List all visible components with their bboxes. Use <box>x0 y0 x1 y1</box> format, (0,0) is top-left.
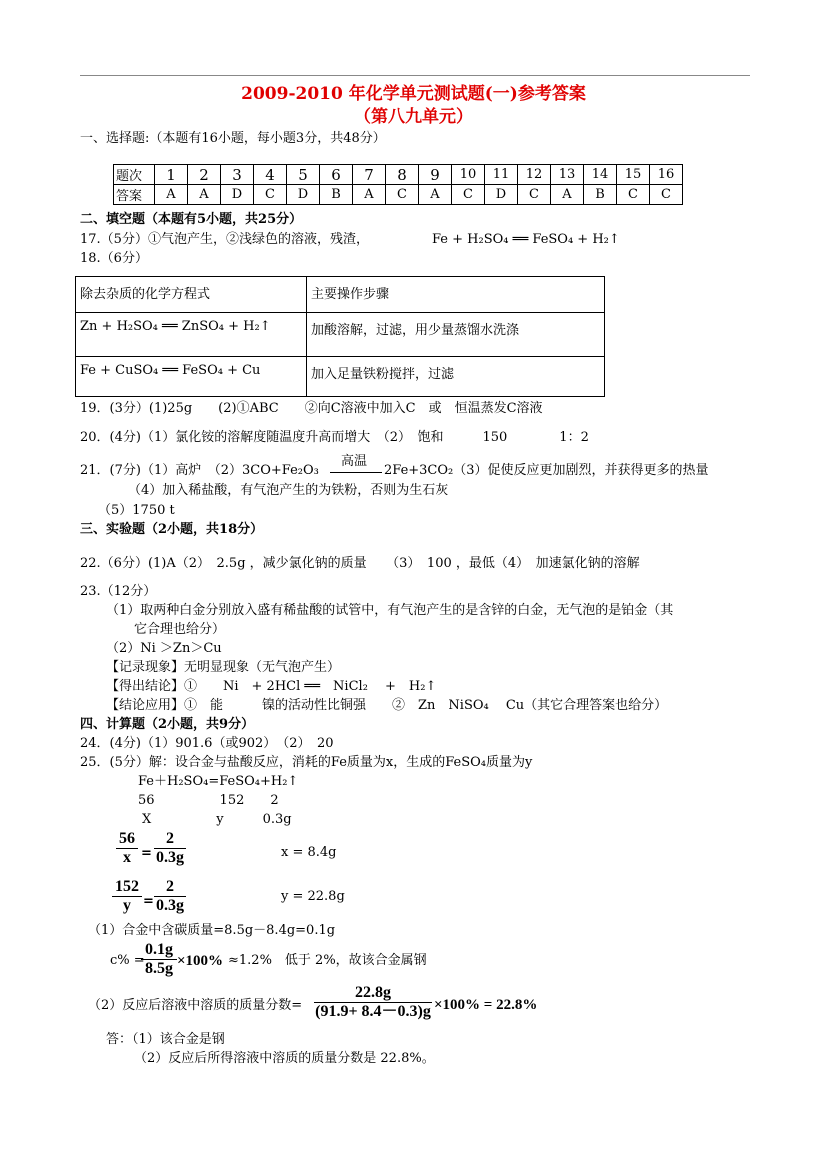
question-number-5: 5 <box>287 165 320 185</box>
frac1-equals: = <box>141 846 152 861</box>
question-number-6: 6 <box>320 165 353 185</box>
answer-2: A <box>188 185 221 205</box>
answer-12: C <box>518 185 551 205</box>
q19-text: 19．(3分）(1)25g (2)①ABC ②向C溶液中加入C 或 恒温蒸发C溶液 <box>80 401 543 416</box>
frac1-num: 56 <box>119 830 135 847</box>
frac1-rden: 0.3g <box>156 849 184 866</box>
question-number-10: 10 <box>452 165 485 185</box>
q18-row2-step: 加入足量铁粉搅拌，过滤 <box>307 357 605 397</box>
q18-header-step: 主要操作步骤 <box>307 277 605 313</box>
question-number-8: 8 <box>386 165 419 185</box>
table-row <box>76 357 605 397</box>
question-number-4: 4 <box>254 165 287 185</box>
q18-row1-eq: Zn + H₂SO₄ ══ ZnSO₄ + H₂↑ <box>76 313 307 357</box>
frac2-num: 152 <box>115 878 139 895</box>
question-number-12: 12 <box>518 165 551 185</box>
question-number-13: 13 <box>551 165 584 185</box>
answer-7: A <box>353 185 386 205</box>
frac2-left <box>112 878 142 915</box>
q23-part2: （2）Ni ＞Zn＞Cu <box>106 641 222 656</box>
q21-text-b: 2Fe+3CO₂（3）促使反应更加剧烈，并获得更多的热量 <box>384 463 709 478</box>
section1-heading: 一、选择题:（本题有16小题，每小题3分，共48分） <box>80 131 386 146</box>
row-label-answer: 答案 <box>114 185 155 205</box>
q21-text-d: （5）1750 t <box>98 503 175 518</box>
q25-equation: Fe＋H₂SO₄=FeSO₄+H₂↑ <box>138 774 299 789</box>
frac2-equals: = <box>143 894 154 909</box>
frac1-result: x = 8.4g <box>281 845 337 860</box>
q25-part1: （1）合金中含碳质量=8.5g－8.4g=0.1g <box>88 923 336 938</box>
answer-table <box>113 164 683 205</box>
answer-13: A <box>551 185 584 205</box>
question-number-2: 2 <box>188 165 221 185</box>
q17-text: 17.（5分）①气泡产生，②浅绿色的溶液，残渣， <box>80 232 369 247</box>
top-rule <box>80 75 750 76</box>
q21-reaction-bar <box>330 472 382 473</box>
question-number-16: 16 <box>650 165 683 185</box>
question-number-1: 1 <box>155 165 188 185</box>
q18-header-eq: 除去杂质的化学方程式 <box>76 277 307 313</box>
q18-text: 18.（6分） <box>80 251 148 266</box>
answer-15: C <box>617 185 650 205</box>
section2-heading: 二、填空题（本题有5小题，共25分） <box>80 212 303 227</box>
frac2-result: y = 22.8g <box>281 889 345 904</box>
answer-3: D <box>221 185 254 205</box>
mass-num: 22.8g <box>355 984 391 1001</box>
question-number-9: 9 <box>419 165 452 185</box>
answer-row <box>114 185 683 205</box>
q25-text: 25．(5分）解：设合金与盐酸反应，消耗的Fe质量为x，生成的FeSO₄质量为y <box>80 755 533 770</box>
frac1-left <box>116 830 138 867</box>
q20-text: 20．(4分)（1）氯化铵的溶解度随温度升高而增大 （2） 饱和 150 1：2 <box>80 430 589 445</box>
frac2-right <box>154 878 186 915</box>
question-number-7: 7 <box>353 165 386 185</box>
q23-application: 【结论应用】① 能 镍的活动性比铜强 ② Zn NiSO₄ Cu（其它合理答案也给分） <box>106 698 668 713</box>
answer-line2: （2）反应后所得溶液中溶质的质量分数是 22.8%。 <box>134 1051 435 1066</box>
answer-10: C <box>452 185 485 205</box>
q18-row1-step: 加酸溶解，过滤，用少量蒸馏水洗涤 <box>307 313 605 357</box>
q18-row2-eq: Fe + CuSO₄ ══ FeSO₄ + Cu <box>76 357 307 397</box>
q18-header-row <box>76 277 605 313</box>
section3-heading: 三、实验题（2小题，共18分） <box>80 522 264 537</box>
frac1-rnum: 2 <box>166 830 174 847</box>
frac2-den: y <box>123 897 131 914</box>
carbon-den: 8.5g <box>145 960 173 977</box>
answer-14: B <box>584 185 617 205</box>
q18-table <box>75 276 605 397</box>
answer-5: D <box>287 185 320 205</box>
section4-heading: 四、计算题（2小题，共9分） <box>80 717 255 732</box>
mass-den: (91.9+ 8.4－0.3)g <box>315 1003 431 1020</box>
q23-text: 23.（12分） <box>80 584 157 599</box>
q25-coefficients: 56 152 2 <box>138 793 279 808</box>
question-number-15: 15 <box>617 165 650 185</box>
q21-text-a: 21．(7分)（1）高炉 （2）3CO+Fe₂O₃ <box>80 463 319 478</box>
carbon-label: c% = <box>110 953 145 968</box>
q23-record: 【记录现象】无明显现象（无气泡产生） <box>106 660 341 675</box>
table-row <box>76 313 605 357</box>
mass-result: ×100% = 22.8% <box>434 997 538 1013</box>
answer-8: C <box>386 185 419 205</box>
row-label-question: 题次 <box>114 165 155 185</box>
answer-9: A <box>419 185 452 205</box>
carbon-num: 0.1g <box>145 941 173 958</box>
answer-6: B <box>320 185 353 205</box>
page-subtitle: （第八九单元） <box>354 107 473 127</box>
answer-4: C <box>254 185 287 205</box>
question-number-14: 14 <box>584 165 617 185</box>
q25-part2-label: （2）反应后溶液中溶质的质量分数= <box>88 998 303 1013</box>
answer-1: A <box>155 185 188 205</box>
q17-equation: Fe + H₂SO₄ ══ FeSO₄ + H₂↑ <box>432 232 620 247</box>
answer-16: C <box>650 185 683 205</box>
carbon-fraction <box>141 941 177 978</box>
q23-part1b: 它合理也给分） <box>134 622 226 637</box>
question-number-3: 3 <box>221 165 254 185</box>
mass-fraction <box>314 984 432 1021</box>
frac2-rnum: 2 <box>166 878 174 895</box>
question-number-row <box>114 165 683 185</box>
carbon-times: ×100% <box>177 953 224 969</box>
answer-11: D <box>485 185 518 205</box>
q23-conclusion: 【得出结论】① Ni + 2HCl ══ NiCl₂ + H₂↑ <box>106 679 437 694</box>
answer-line1: 答：（1）该合金是钢 <box>106 1032 225 1047</box>
q21-text-c: （4）加入稀盐酸，有气泡产生的为铁粉，否则为生石灰 <box>128 483 449 498</box>
frac2-rden: 0.3g <box>156 897 184 914</box>
q24-text: 24．(4分)（1）901.6（或902） （2） 20 <box>80 736 334 751</box>
question-number-11: 11 <box>485 165 518 185</box>
frac1-right <box>154 830 186 867</box>
q23-part1a: （1）取两种白金分别放入盛有稀盐酸的试管中，有气泡产生的是含锌的白金，无气泡的是铂金（其 <box>106 603 674 618</box>
q21-condition: 高温 <box>341 454 368 469</box>
page-title: 2009-2010 年化学单元测试题(一)参考答案 <box>241 84 586 104</box>
carbon-result: ≈1.2% 低于 2%，故该合金属钢 <box>228 953 427 968</box>
q25-variables: X y 0.3g <box>142 812 292 827</box>
q22-text: 22.（6分）(1)A（2） 2.5g ，减少氯化钠的质量 （3） 100 ，最低（4） 加速氯化钠的溶解 <box>80 556 640 571</box>
frac1-den: x <box>123 849 131 866</box>
